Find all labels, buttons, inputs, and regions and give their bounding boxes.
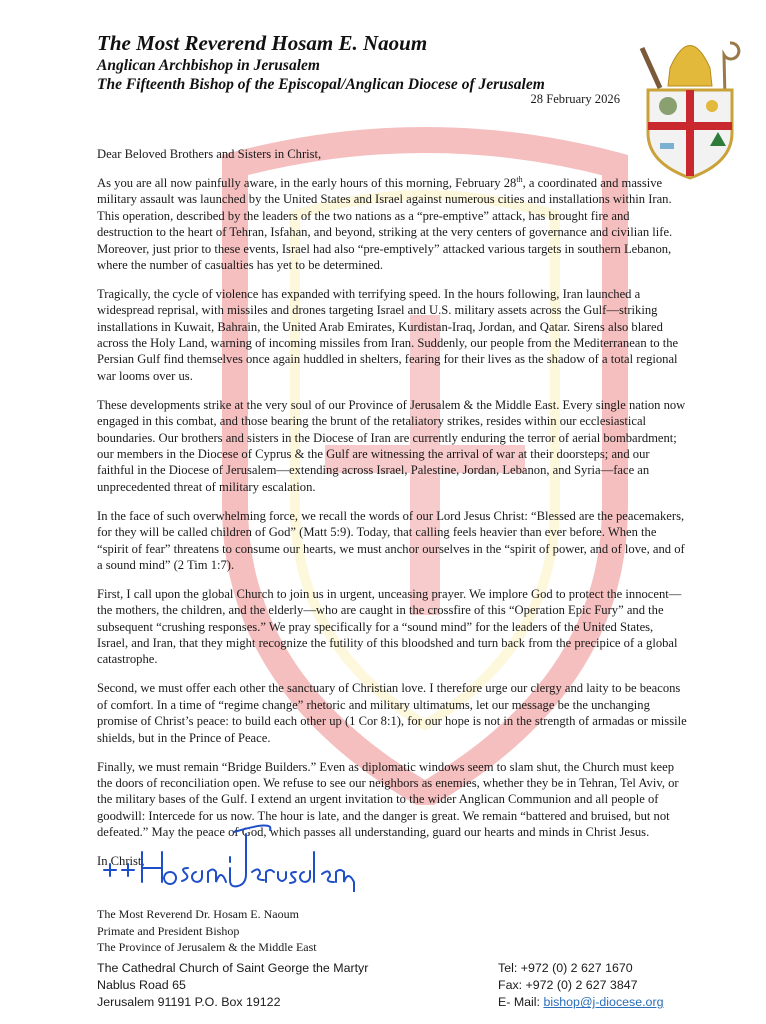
email-line (498, 994, 663, 1011)
paragraph-1 (97, 175, 687, 273)
ordinal-suffix: th (516, 174, 523, 184)
letterhead-subtitle-1: Anglican Archbishop in Jerusalem (97, 57, 320, 74)
letterhead-title: The Most Reverend Hosam E. Naoum (97, 31, 428, 55)
paragraph-1-text-b: , a coordinated and massive military assault was launched by the United States and Israel against numerous cities and installations within Iran. This operation, described by the leaders of the two nations as a “pre-emptive” attack, has brought fire and destruction to the heart of Tehran, Isfahan, and beyond, striking at the very centers of governance and civilian life. Moreover, just prior to these events, Israel had also “pre-emptively” attacked various targets in southern Lebanon, where the number of casualties has yet to be determined. (97, 175, 673, 272)
paragraph-1-text-a: As you are all now painfully aware, in the early hours of this morning, February 28 (97, 175, 517, 190)
footer-contact (498, 960, 663, 1012)
signatory-role: Primate and President Bishop (97, 923, 240, 938)
handwritten-signature (100, 822, 360, 892)
email-link[interactable]: bishop@j-diocese.org (543, 995, 664, 1010)
paragraph-3: These developments strike at the very soul of our Province of Jerusalem & the Middle East. Every single nation now engaged in this combat, and those bearing the brunt of the retaliatory strikes, resides within our ecclesiastical boundaries. Our brothers and sisters in the Diocese of Iran are currently enduring the terror of aerial bombardment; our members in the Diocese of Cyprus & the Gulf are witnessing the arrival of war at their doorsteps; and our faithful in the Diocese of Jerusalem—extending across Israel, Palestine, Jordan, Lebanon, and Syria—face an unprecedented threat of military escalation. (97, 397, 686, 494)
paragraph-2: Tragically, the cycle of violence has expanded with terrifying speed. In the hours following, Iran launched a widespread reprisal, with missiles and drones targeting Israel and U.S. military assets across the Gulf—striking installations in Kuwait, Bahrain, the United Arab Emirates, Kurdistan-Iraq, Jordan, and Qatar. Sirens also blared across the Holy Land, warning of incoming missiles from Iran. Suddenly, our people from the Mediterranean to the Persian Gulf find themselves once again huddled in shelters, fearing for their lives as the shadow of a total regional war looms over us. (97, 286, 679, 383)
paragraph-5: First, I call upon the global Church to join us in urgent, unceasing prayer. We implore God to protect the innocent—the mothers, the children, and the elderly—who are caught in the crossfire of this “Operation Epic Fury” and the subsequent “crushing responses.” We pray specifically for a “sound mind” for the leaders of the United States, Israel, and Iran, that they might recognize the futility of this bloodshed and turn back from the precipice of a global catastrophe. (97, 586, 682, 667)
letter-date: 28 February 2026 (530, 92, 620, 106)
footer-address (97, 960, 368, 1012)
fax: Fax: +972 (0) 2 627 3847 (498, 978, 638, 993)
sign-off: In Christ, (97, 854, 145, 869)
address-line-2: Nablus Road 65 (97, 978, 186, 993)
signatory-block (97, 906, 317, 956)
email-label: E- Mail: (498, 995, 544, 1010)
paragraph-4: In the face of such overwhelming force, we recall the words of our Lord Jesus Christ: “Blessed are the peacemakers, for they will be called children of God” (Matt 5:9). Today, that calling feels heavier than ever before. When the “spirit of fear” threatens to consume our hearts, we must anchor ourselves in the “spirit of power, and of love, and of a sound mind” (2 Tim 1:7). (97, 508, 685, 572)
letterhead-subtitle-2: The Fifteenth Bishop of the Episcopal/Anglican Diocese of Jerusalem (97, 76, 545, 93)
salutation: Dear Beloved Brothers and Sisters in Christ, (97, 147, 322, 161)
address-line-3: Jerusalem 91191 P.O. Box 19122 (97, 995, 281, 1010)
address-line-1: The Cathedral Church of Saint George the Martyr (97, 961, 369, 975)
signatory-name: The Most Reverend Dr. Hosam E. Naoum (97, 907, 299, 921)
signatory-province: The Province of Jerusalem & the Middle East (97, 940, 317, 954)
letter-body (97, 146, 687, 882)
paragraph-6: Second, we must offer each other the sanctuary of Christian love. I therefore urge our clergy and laity to be beacons of comfort. In a time of “regime change” rhetoric and military ultimatums, let our message be the unchanging promise of Christ’s peace: to build each other up (1 Cor 8:1), for our hope is not in the strength of armadas or missile shields, but in the Prince of Peace. (97, 681, 687, 745)
letterhead (97, 30, 545, 94)
telephone: Tel: +972 (0) 2 627 1670 (498, 961, 633, 975)
paragraph-7: Finally, we must remain “Bridge Builders.” Even as diplomatic windows seem to slam shut, the Church must keep the doors of reconciliation open. We refuse to see our neighbors as enemies, whether they be in Tehran, Tel Aviv, or the military bases of the Gulf. I extend an urgent invitation to the wider Anglican Communion and all people of goodwill: Intercede for us now. The hour is late, and the danger is great. We remain “battered and bruised, but not defeated.” May the peace of God, which passes all understanding, guard our hearts and minds in Christ Jesus. (97, 759, 679, 840)
